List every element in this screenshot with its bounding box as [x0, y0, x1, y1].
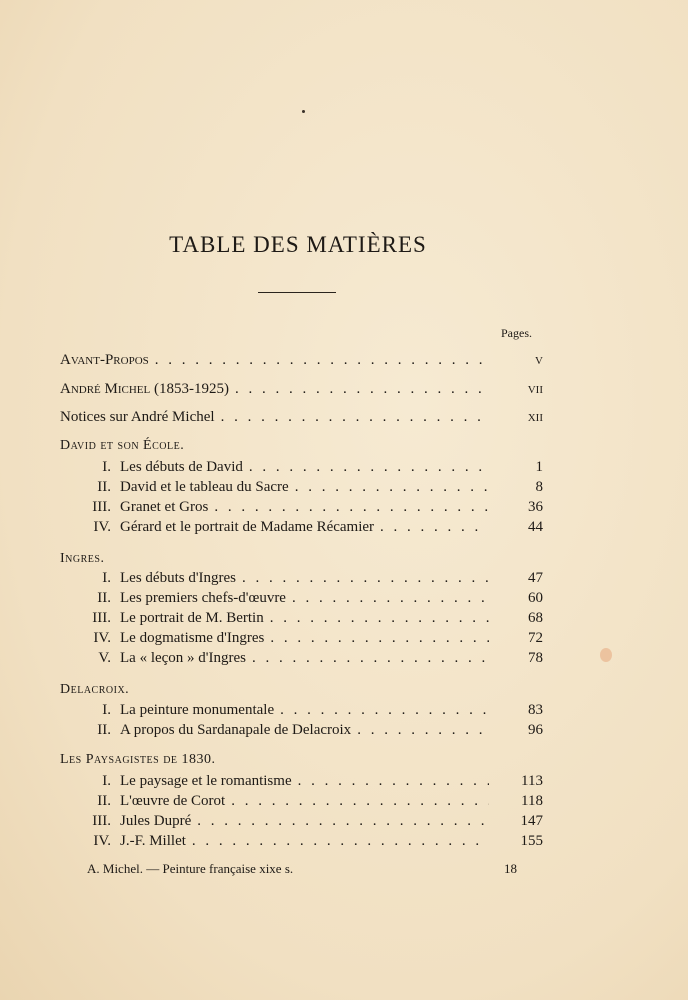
entry-label: L'œuvre de Corot — [120, 793, 226, 809]
entry-number: IV. — [93, 630, 111, 646]
leader-dots — [292, 590, 489, 607]
toc-entry[interactable] — [81, 519, 543, 539]
leader-dots — [270, 630, 489, 647]
toc-entry[interactable] — [81, 773, 543, 793]
toc-entry[interactable] — [81, 630, 543, 650]
entry-label: André Michel (1853-1925) — [60, 381, 229, 397]
leader-dots — [235, 381, 489, 398]
entry-page: vii — [527, 381, 543, 397]
section-heading: David et son École. — [60, 438, 185, 453]
ink-speck — [302, 110, 305, 113]
entry-label: Jules Dupré — [120, 813, 192, 829]
leader-dots — [380, 519, 489, 536]
entry-label: La « leçon » d'Ingres — [120, 650, 246, 666]
entry-page: 1 — [535, 459, 543, 475]
entry-number: V. — [98, 650, 111, 666]
entry-label: Granet et Gros — [120, 499, 209, 515]
leader-dots — [155, 352, 489, 369]
section-heading: Ingres. — [60, 551, 105, 566]
leader-dots — [214, 499, 489, 516]
toc-entry[interactable] — [81, 650, 543, 670]
entry-label: Notices sur André Michel — [60, 409, 215, 425]
leader-dots — [249, 459, 489, 476]
entry-number: III. — [92, 610, 111, 626]
toc-entry[interactable] — [81, 499, 543, 519]
page-title: TABLE DES MATIÈRES — [169, 232, 427, 257]
entry-number: II. — [97, 793, 111, 809]
entry-page: 155 — [520, 833, 543, 849]
footer-signature: A. Michel. — Peinture française xixe s. — [87, 861, 294, 876]
entry-number: III. — [92, 813, 111, 829]
leader-dots — [221, 409, 489, 426]
entry-page: 36 — [528, 499, 543, 515]
leader-dots — [231, 793, 489, 810]
entry-number: I. — [102, 702, 111, 718]
entry-page: 78 — [528, 650, 543, 666]
entry-label: Les débuts d'Ingres — [120, 570, 237, 586]
leader-dots — [280, 702, 489, 719]
entry-number: I. — [102, 570, 111, 586]
leader-dots — [242, 570, 489, 587]
entry-number: II. — [97, 479, 111, 495]
entry-label: La peinture monumentale — [120, 702, 275, 718]
toc-entry[interactable] — [81, 479, 543, 499]
entry-number: III. — [92, 499, 111, 515]
entry-page: 72 — [528, 630, 543, 646]
entry-page: 118 — [521, 793, 543, 809]
pages-column-header: Pages. — [501, 326, 532, 340]
leader-dots — [298, 773, 489, 790]
entry-label: Gérard et le portrait de Madame Récamier — [120, 519, 375, 535]
entry-page: 96 — [528, 722, 543, 738]
entry-page: 113 — [521, 773, 543, 789]
entry-label: David et le tableau du Sacre — [120, 479, 289, 495]
entry-page: 60 — [528, 590, 543, 606]
entry-number: IV. — [93, 833, 111, 849]
entry-page: xii — [527, 409, 543, 425]
toc-entry-avant-propos[interactable] — [60, 352, 543, 372]
entry-label: J.-F. Millet — [120, 833, 186, 849]
toc-entry[interactable] — [81, 570, 543, 590]
toc-entry[interactable] — [81, 590, 543, 610]
toc-entry-notices[interactable] — [60, 409, 543, 429]
entry-number: IV. — [93, 519, 111, 535]
paper-stain — [600, 648, 612, 662]
entry-page: 68 — [528, 610, 543, 626]
entry-number: I. — [102, 459, 111, 475]
toc-entry[interactable] — [81, 702, 543, 722]
entry-page: v — [535, 352, 543, 368]
section-heading: Les Paysagistes de 1830. — [60, 752, 216, 767]
entry-label: A propos du Sardanapale de Delacroix — [120, 722, 352, 738]
section-heading: Delacroix. — [60, 682, 130, 697]
entry-number: II. — [97, 590, 111, 606]
toc-entry-andre-michel[interactable] — [60, 381, 543, 401]
entry-label: Les débuts de David — [120, 459, 243, 475]
title-rule — [258, 292, 336, 293]
entry-page: 83 — [528, 702, 543, 718]
entry-label: Le paysage et le romantisme — [120, 773, 292, 789]
leader-dots — [192, 833, 489, 850]
toc-entry[interactable] — [81, 793, 543, 813]
entry-label: Avant-Propos — [60, 352, 149, 368]
toc-entry[interactable] — [81, 610, 543, 630]
entry-number: I. — [102, 773, 111, 789]
footer-sheet-number: 18 — [504, 861, 517, 876]
entry-page: 8 — [535, 479, 543, 495]
page-footer — [87, 861, 517, 877]
entry-label: Le dogmatisme d'Ingres — [120, 630, 265, 646]
leader-dots — [357, 722, 489, 739]
leader-dots — [197, 813, 489, 830]
entry-page: 47 — [528, 570, 543, 586]
entry-page: 44 — [528, 519, 543, 535]
leader-dots — [252, 650, 489, 667]
toc-entry[interactable] — [81, 813, 543, 833]
leader-dots — [295, 479, 489, 496]
entry-label: Les premiers chefs-d'œuvre — [120, 590, 286, 606]
entry-number: II. — [97, 722, 111, 738]
toc-entry[interactable] — [81, 459, 543, 479]
toc-entry[interactable] — [81, 833, 543, 853]
toc-entry[interactable] — [81, 722, 543, 742]
entry-label: Le portrait de M. Bertin — [120, 610, 264, 626]
leader-dots — [270, 610, 489, 627]
entry-page: 147 — [520, 813, 543, 829]
